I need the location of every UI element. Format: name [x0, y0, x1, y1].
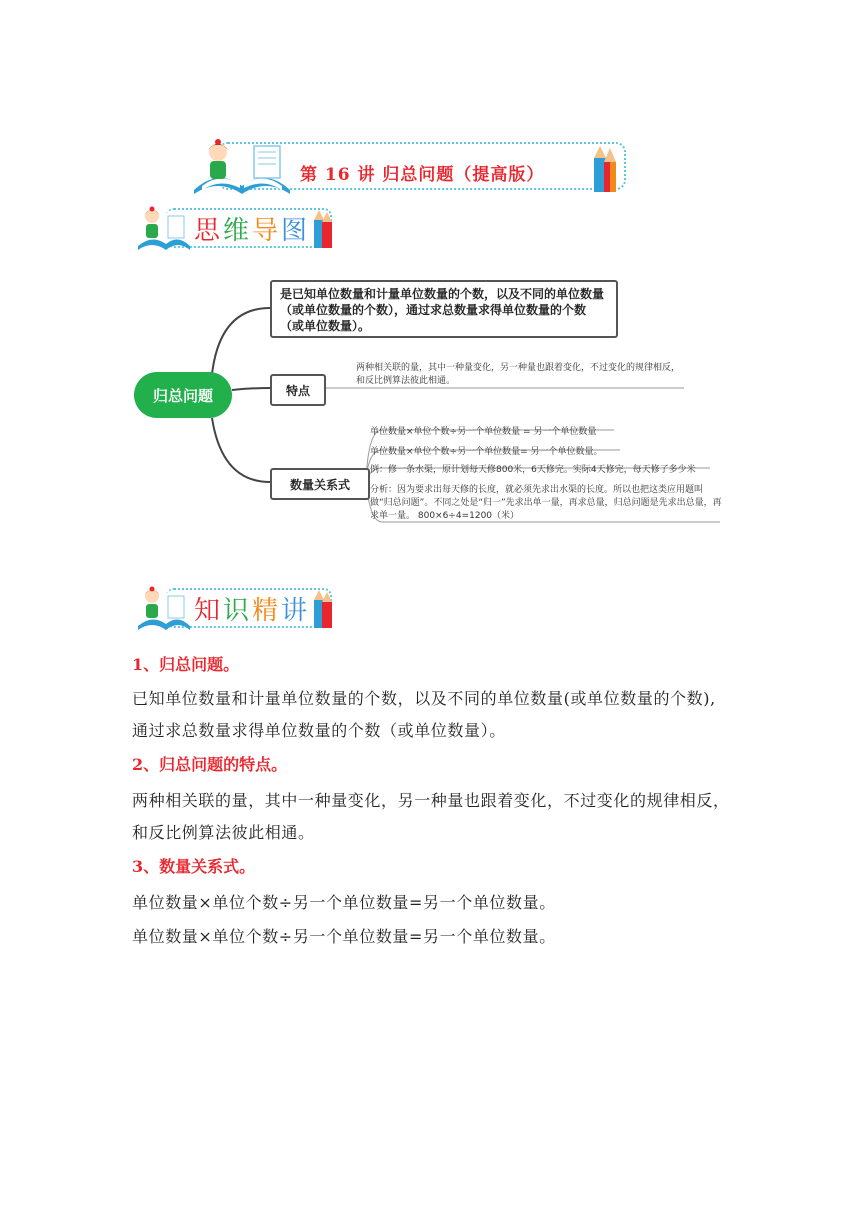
heading-2: 2、归总问题的特点。	[132, 755, 288, 774]
pencils-icon	[312, 208, 334, 250]
title-char: 讲	[281, 596, 311, 626]
girl-reading-book-icon	[136, 586, 192, 632]
relation-formula-2: 单位数量×单位个数÷另一个单位数量= 另一个单位数量。	[370, 447, 603, 457]
heading-3: 3、数量关系式。	[132, 857, 256, 876]
mind-map	[130, 272, 730, 532]
title-char: 知	[194, 596, 224, 626]
formula-line-2: 单位数量×单位个数÷另一个单位数量=另一个单位数量。	[132, 927, 556, 946]
heading-1: 1、归总问题。	[132, 655, 240, 674]
girl-reading-book-icon	[136, 206, 192, 252]
title-char: 维	[223, 216, 253, 246]
relation-analysis: 分析：因为要求出每天修的长度，就必须先求出水渠的长度。所以也把这类应用题叫做“归总问题”。不同之处是“归一”先求出单一量，再求总量，归总问题是先求出总量，再求单一量。 800×6÷4=1200（米）	[370, 485, 722, 521]
paragraph-1-line-1: 已知单位数量和计量单位数量的个数，以及不同的单位数量(或单位数量的个数),	[132, 689, 716, 708]
relation-node: 数量关系式	[270, 468, 370, 500]
lesson-title-banner	[188, 138, 630, 196]
mindmap-root-node: 归总问题	[134, 372, 232, 418]
paragraph-2-line-1: 两种相关联的量，其中一种量变化，另一种量也跟着变化，不过变化的规律相反，	[132, 791, 730, 810]
knowledge-section-header	[136, 586, 336, 630]
relation-example: 例：修一条水渠，原计划每天修800米，6天修完。实际4天修完，每天修了多少米	[370, 465, 696, 475]
paragraph-1-line-2: 通过求总数量求得单位数量的个数（或单位数量）。	[132, 721, 506, 740]
title-char: 图	[281, 216, 311, 246]
feature-node: 特点	[270, 374, 326, 406]
pencils-icon	[590, 144, 620, 194]
title-char: 精	[252, 596, 282, 626]
title-char: 思	[194, 216, 224, 246]
pencils-icon	[312, 588, 334, 630]
girl-reading-book-icon	[188, 138, 298, 198]
title-char: 识	[223, 596, 253, 626]
paragraph-2-line-2: 和反比例算法彼此相通。	[132, 823, 315, 842]
definition-node: 是已知单位数量和计量单位数量的个数，以及不同的单位数量（或单位数量的个数），通过求总数量求得单位数量的个数（或单位数量）。	[270, 280, 618, 338]
formula-line-1: 单位数量×单位个数÷另一个单位数量=另一个单位数量。	[132, 893, 556, 912]
mindmap-section-title	[194, 210, 310, 247]
lesson-title: 第 16 讲 归总问题（提高版）	[300, 165, 545, 185]
mindmap-section-header	[136, 206, 336, 250]
relation-formula-1: 单位数量×单位个数÷另一个单位数量 = 另一个单位数量	[370, 427, 597, 437]
title-char: 导	[252, 216, 282, 246]
knowledge-section-title	[194, 590, 310, 627]
feature-description: 两种相关联的量，其中一种量变化，另一种量也跟着变化，不过变化的规律相反，和反比例算法彼此相通。	[356, 363, 681, 386]
